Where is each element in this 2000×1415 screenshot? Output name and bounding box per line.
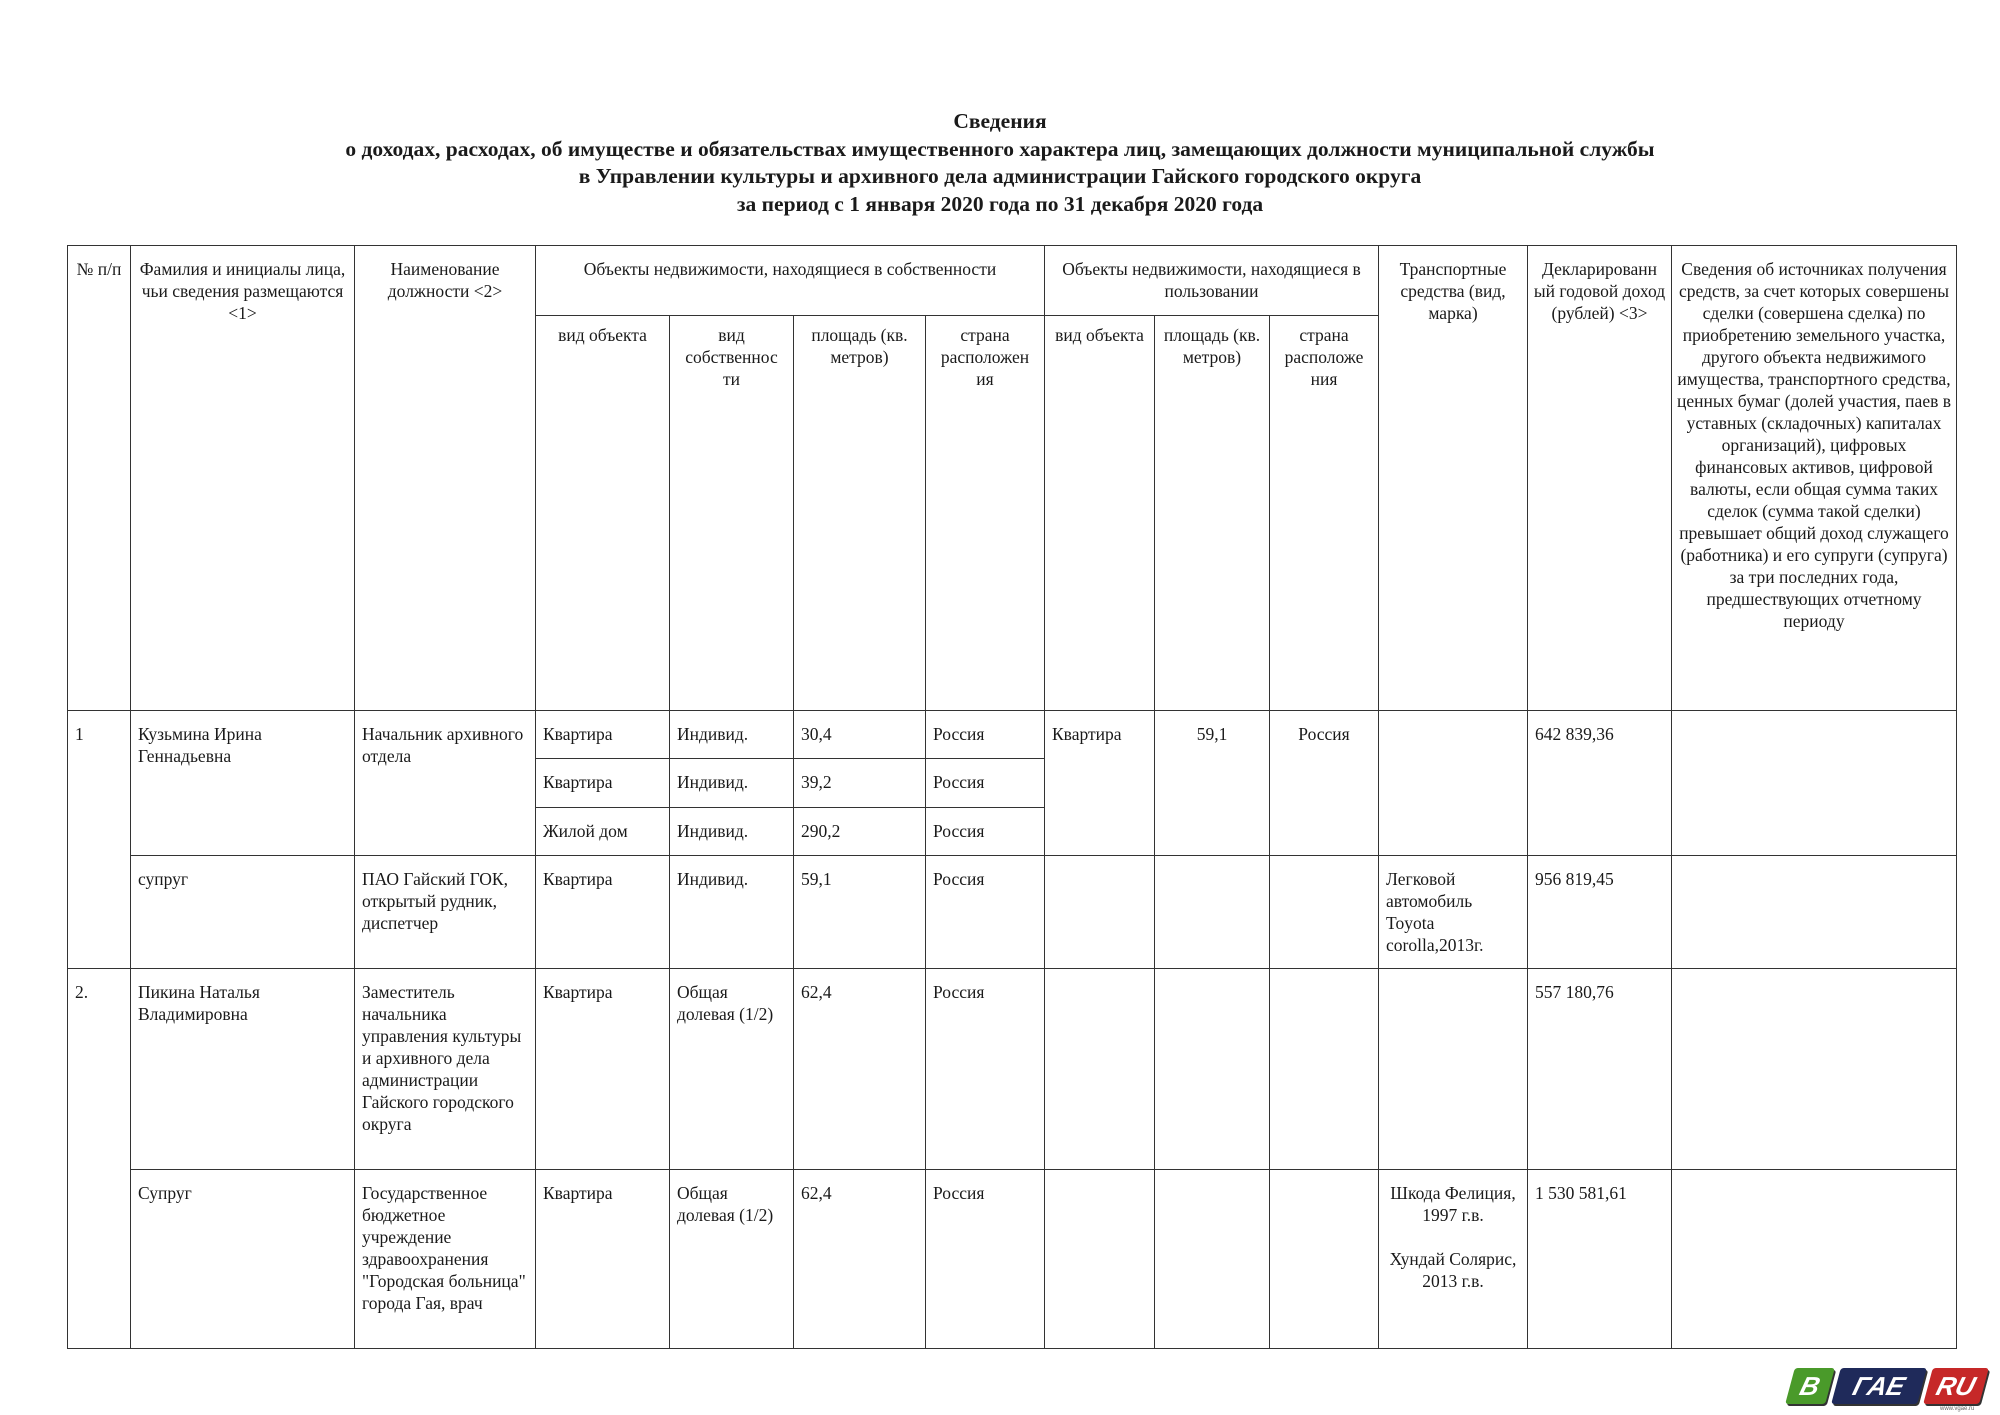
owned-ownership: Индивид. xyxy=(670,711,794,759)
title-line-2: о доходах, расходах, об имуществе и обязательствах имущественного характера лиц, замещающих должности муниципальной службы xyxy=(345,136,1655,161)
used-area xyxy=(1155,969,1270,1170)
sources xyxy=(1672,711,1957,856)
row-num: 2. xyxy=(68,969,131,1349)
owned-ownership: Общая долевая (1/2) xyxy=(670,969,794,1170)
owned-type: Квартира xyxy=(536,1170,670,1349)
owned-ownership: Индивид. xyxy=(670,856,794,969)
owned-type: Квартира xyxy=(536,711,670,759)
owned-area: 39,2 xyxy=(794,759,926,808)
transport xyxy=(1379,711,1528,856)
site-logo-watermark xyxy=(1790,1368,1990,1412)
header-row-1 xyxy=(68,246,1957,316)
used-country xyxy=(1270,1170,1379,1349)
sources xyxy=(1672,969,1957,1170)
used-type xyxy=(1045,856,1155,969)
owned-ownership: Общая долевая (1/2) xyxy=(670,1170,794,1349)
header-owned-area: площадь (кв. метров) xyxy=(794,316,926,711)
owned-country: Россия xyxy=(926,759,1045,808)
transport xyxy=(1379,969,1528,1170)
document-title-block xyxy=(0,108,2000,218)
owned-ownership: Индивид. xyxy=(670,759,794,808)
logo-part-ru: RU xyxy=(1923,1368,1989,1404)
owned-area: 62,4 xyxy=(794,1170,926,1349)
header-income: Декларированн ый годовой доход (рублей) <3> xyxy=(1528,246,1672,711)
used-type xyxy=(1045,1170,1155,1349)
owned-type: Квартира xyxy=(536,759,670,808)
owned-area: 59,1 xyxy=(794,856,926,969)
used-area xyxy=(1155,1170,1270,1349)
header-num: № п/п xyxy=(68,246,131,711)
owned-type: Квартира xyxy=(536,969,670,1170)
used-country xyxy=(1270,856,1379,969)
sources xyxy=(1672,1170,1957,1349)
owned-area: 290,2 xyxy=(794,808,926,856)
table-row xyxy=(68,1170,1957,1349)
used-area xyxy=(1155,856,1270,969)
person-position: Государственное бюджетное учреждение здравоохранения "Городская больница" города Гая, врач xyxy=(355,1170,536,1349)
header-owned-country: страна расположен ия xyxy=(926,316,1045,711)
logo-subtext: www.vgae.ru xyxy=(1940,1406,1975,1412)
used-type xyxy=(1045,969,1155,1170)
sources xyxy=(1672,856,1957,969)
table-row xyxy=(68,711,1957,759)
owned-type: Жилой дом xyxy=(536,808,670,856)
used-type: Квартира xyxy=(1045,711,1155,856)
income: 956 819,45 xyxy=(1528,856,1672,969)
used-country xyxy=(1270,969,1379,1170)
income: 1 530 581,61 xyxy=(1528,1170,1672,1349)
owned-country: Россия xyxy=(926,856,1045,969)
header-transport: Транспортные средства (вид, марка) xyxy=(1379,246,1528,711)
owned-type: Квартира xyxy=(536,856,670,969)
header-used-country: страна расположе ния xyxy=(1270,316,1379,711)
header-name: Фамилия и инициалы лица, чьи сведения размещаются <1> xyxy=(131,246,355,711)
table-row xyxy=(68,856,1957,969)
header-owned-ownership: вид собственнос ти xyxy=(670,316,794,711)
person-name: Супруг xyxy=(131,1170,355,1349)
header-used-area: площадь (кв. метров) xyxy=(1155,316,1270,711)
income: 557 180,76 xyxy=(1528,969,1672,1170)
declaration-table xyxy=(67,245,1957,1349)
used-area: 59,1 xyxy=(1155,711,1270,856)
header-used-type: вид объекта xyxy=(1045,316,1155,711)
header-owned-type: вид объекта xyxy=(536,316,670,711)
title-line-3: в Управлении культуры и архивного дела администрации Гайского городского округа xyxy=(578,164,1422,188)
owned-country: Россия xyxy=(926,808,1045,856)
title-line-4: за период с 1 января 2020 года по 31 декабря 2020 года xyxy=(736,191,1264,216)
owned-country: Россия xyxy=(926,1170,1045,1349)
header-owned-group: Объекты недвижимости, находящиеся в собственности xyxy=(536,246,1045,316)
person-name: Кузьмина Ирина Геннадьевна xyxy=(131,711,355,856)
transport: Легковой автомобиль Toyota corolla,2013г. xyxy=(1379,856,1528,969)
income: 642 839,36 xyxy=(1528,711,1672,856)
owned-area: 30,4 xyxy=(794,711,926,759)
owned-ownership: Индивид. xyxy=(670,808,794,856)
logo-part-b: В xyxy=(1785,1368,1835,1404)
header-position: Наименование должности <2> xyxy=(355,246,536,711)
person-position: Заместитель начальника управления культуры и архивного дела администрации Гайского городского округа xyxy=(355,969,536,1170)
header-sources: Сведения об источниках получения средств, за счет которых совершены сделки (совершена сделка) по приобретению земельного участка, другого объекта недвижимого имущества, транспортного средства, ценных бумаг (долей участия, паев в уставных (складочных) капиталах организаций), цифровых финансовых активов, цифровой валюты, если общая сумма таких сделок (сумма такой сделки) превышает общий доход служащего (работника) и его супруги (супруга) за три последних года, предшествующих отчетному периоду xyxy=(1672,246,1957,711)
used-country: Россия xyxy=(1270,711,1379,856)
person-position: Начальник архивного отдела xyxy=(355,711,536,856)
owned-area: 62,4 xyxy=(794,969,926,1170)
person-position: ПАО Гайский ГОК, открытый рудник, диспетчер xyxy=(355,856,536,969)
logo-part-gae: ГАЕ xyxy=(1831,1368,1927,1404)
title-line-1: Сведения xyxy=(953,109,1047,133)
transport: Шкода Фелиция, 1997 г.в. Хундай Солярис, 2013 г.в. xyxy=(1379,1170,1528,1349)
person-name: Пикина Наталья Владимировна xyxy=(131,969,355,1170)
person-name: супруг xyxy=(131,856,355,969)
table-row xyxy=(68,969,1957,1170)
owned-country: Россия xyxy=(926,969,1045,1170)
header-used-group: Объекты недвижимости, находящиеся в пользовании xyxy=(1045,246,1379,316)
owned-country: Россия xyxy=(926,711,1045,759)
row-num: 1 xyxy=(68,711,131,969)
